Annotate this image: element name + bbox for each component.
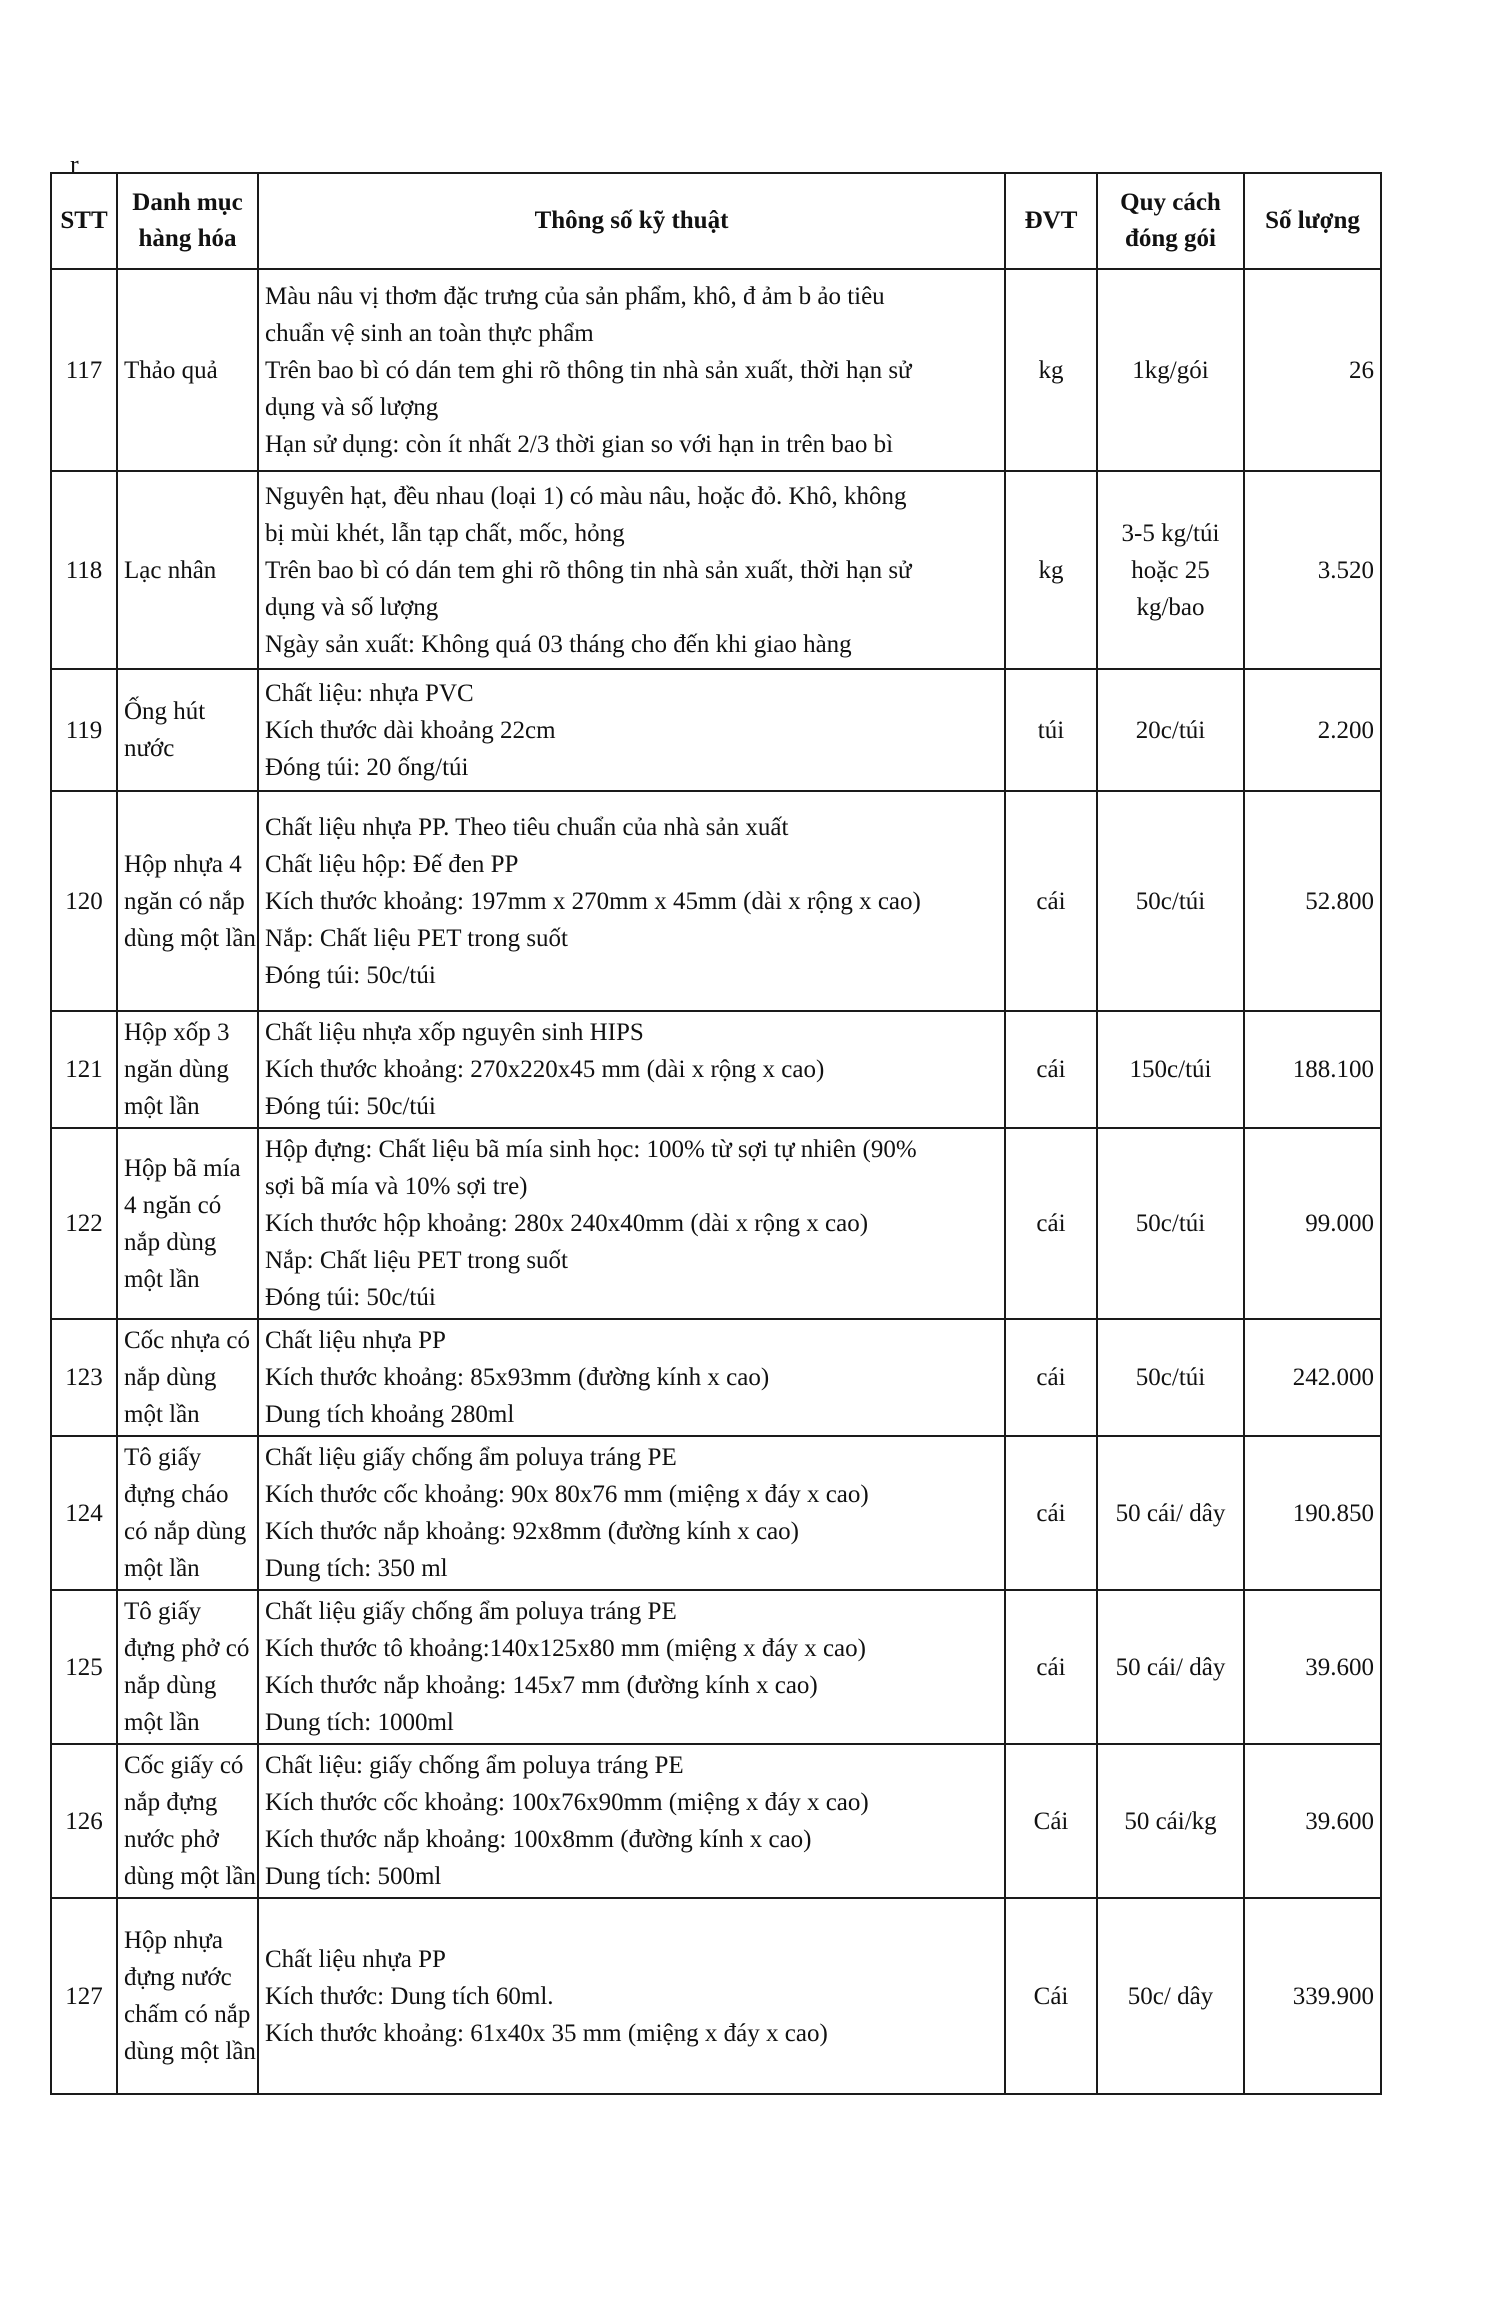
- spec-line: Kích thước cốc khoảng: 90x 80x76 mm (miệng x đáy x cao): [265, 1481, 869, 1508]
- packing-line: 3-5 kg/túi: [1121, 519, 1220, 547]
- spec-line: Kích thước khoảng: 61x40x 35 mm (miệng x đáy x cao): [265, 2019, 828, 2047]
- spec-line: Dung tích khoảng 280ml: [265, 1401, 515, 1428]
- spec-line: Nắp: Chất liệu PET trong suốt: [265, 924, 568, 952]
- cell-stt: 123: [51, 1319, 117, 1436]
- item-name-line: Ống hút: [124, 698, 206, 725]
- cell-specification: [258, 1319, 1005, 1436]
- cell-packing: [1097, 1436, 1244, 1590]
- cell-item-name: [117, 669, 258, 791]
- item-name-line: Cốc giấy có: [124, 1752, 244, 1779]
- table-row: [51, 1898, 1381, 2094]
- spec-line: Đóng túi: 50c/túi: [265, 1093, 436, 1120]
- cell-packing: [1097, 1319, 1244, 1436]
- cell-unit: kg: [1005, 269, 1097, 471]
- cell-item-name: [117, 1011, 258, 1128]
- table-row: [51, 1436, 1381, 1590]
- item-name-line: Hộp bã mía: [124, 1154, 241, 1182]
- item-name-line: Tô giấy: [124, 1444, 202, 1471]
- cell-stt: 121: [51, 1011, 117, 1128]
- cell-packing: [1097, 269, 1244, 471]
- cell-quantity: 26: [1244, 269, 1381, 471]
- item-name-line: ngăn có nắp: [124, 887, 245, 915]
- cell-packing: [1097, 1128, 1244, 1319]
- packing-line: 50c/túi: [1135, 887, 1206, 915]
- cell-unit: túi: [1005, 669, 1097, 791]
- spec-line: Chất liệu nhựa PP: [265, 1945, 446, 1973]
- spec-line: Kích thước dài khoảng 22cm: [265, 716, 556, 744]
- spec-line: dụng và số lượng: [265, 593, 439, 621]
- item-name-line: dùng một lần: [124, 924, 256, 952]
- cell-item-name: [117, 1898, 258, 2094]
- cell-quantity: 188.100: [1244, 1011, 1381, 1128]
- header-stt: STT: [51, 173, 117, 269]
- item-name-line: một lần: [124, 1555, 200, 1582]
- packing-line: hoặc 25: [1131, 556, 1210, 584]
- cell-specification: [258, 269, 1005, 471]
- cell-quantity: 39.600: [1244, 1744, 1381, 1898]
- header-specification: Thông số kỹ thuật: [258, 173, 1005, 269]
- cell-stt: 126: [51, 1744, 117, 1898]
- cell-unit: cái: [1005, 1011, 1097, 1128]
- cell-specification: [258, 669, 1005, 791]
- spec-line: Hạn sử dụng: còn ít nhất 2/3 thời gian so với hạn in trên bao bì: [265, 430, 894, 458]
- spec-line: Kích thước: Dung tích 60ml.: [265, 1982, 554, 2010]
- table-row: [51, 1319, 1381, 1436]
- spec-line: Chất liệu: giấy chống ẩm poluya tráng PE: [265, 1752, 684, 1779]
- spec-line: Chất liệu nhựa PP. Theo tiêu chuẩn của nhà sản xuất: [265, 813, 789, 841]
- spec-line: Trên bao bì có dán tem ghi rõ thông tin nhà sản xuất, thời hạn sử: [265, 356, 912, 384]
- spec-line: Ngày sản xuất: Không quá 03 tháng cho đến khi giao hàng: [265, 630, 852, 658]
- cell-unit: kg: [1005, 471, 1097, 669]
- cell-unit: cái: [1005, 1319, 1097, 1436]
- table-row: [51, 269, 1381, 471]
- cell-stt: 124: [51, 1436, 117, 1590]
- spec-line: Chất liệu nhựa xốp nguyên sinh HIPS: [265, 1019, 644, 1046]
- spec-line: Kích thước khoảng: 197mm x 270mm x 45mm (dài x rộng x cao): [265, 887, 921, 915]
- spec-line: Chất liệu hộp: Đế đen PP: [265, 850, 519, 878]
- spec-line: Chất liệu giấy chống ẩm poluya tráng PE: [265, 1444, 677, 1471]
- item-name-line: Tô giấy: [124, 1598, 202, 1625]
- cell-item-name: [117, 1319, 258, 1436]
- item-name-line: một lần: [124, 1401, 200, 1428]
- table-body: [51, 269, 1381, 2094]
- cell-unit: cái: [1005, 791, 1097, 1011]
- packing-line: kg/bao: [1136, 593, 1205, 621]
- spec-line: Dung tích: 1000ml: [265, 1709, 454, 1736]
- spec-line: Kích thước nắp khoảng: 145x7 mm (đường kính x cao): [265, 1672, 818, 1699]
- item-name-line: Hộp nhựa 4: [124, 850, 242, 878]
- spec-line: Dung tích: 500ml: [265, 1863, 442, 1890]
- spec-line: Hộp đựng: Chất liệu bã mía sinh học: 100% từ sợi tự nhiên (90%: [265, 1136, 917, 1163]
- cell-stt: 119: [51, 669, 117, 791]
- cell-packing: [1097, 791, 1244, 1011]
- cell-unit: cái: [1005, 1436, 1097, 1590]
- item-name-line: Hộp nhựa: [124, 1927, 223, 1954]
- spec-line: Kích thước nắp khoảng: 100x8mm (đường kính x cao): [265, 1826, 812, 1853]
- item-name-line: Thảo quả: [124, 356, 218, 384]
- item-name-line: một lần: [124, 1709, 200, 1736]
- cell-item-name: [117, 1436, 258, 1590]
- margin-mark: r: [70, 150, 79, 179]
- cell-quantity: 52.800: [1244, 791, 1381, 1011]
- item-name-line: nắp dùng: [124, 1228, 217, 1256]
- item-name-line: nắp đựng: [124, 1789, 218, 1816]
- cell-quantity: 339.900: [1244, 1898, 1381, 2094]
- cell-quantity: 190.850: [1244, 1436, 1381, 1590]
- cell-stt: 125: [51, 1590, 117, 1744]
- cell-quantity: 2.200: [1244, 669, 1381, 791]
- spec-line: sợi bã mía và 10% sợi tre): [265, 1173, 528, 1200]
- table-row: [51, 669, 1381, 791]
- packing-line: 50c/ dây: [1127, 1982, 1214, 2010]
- header-unit: ĐVT: [1005, 173, 1097, 269]
- header-item-name: Danh mục hàng hóa: [117, 173, 258, 269]
- cell-unit: cái: [1005, 1128, 1097, 1319]
- packing-line: 50 cái/ dây: [1115, 1499, 1226, 1527]
- spec-line: Kích thước nắp khoảng: 92x8mm (đường kính x cao): [265, 1518, 799, 1545]
- item-name-line: nước phở: [124, 1826, 219, 1853]
- cell-specification: [258, 1590, 1005, 1744]
- table-row: [51, 791, 1381, 1011]
- item-name-line: đựng nước: [124, 1964, 232, 1991]
- spec-line: bị mùi khét, lẫn tạp chất, mốc, hỏng: [265, 519, 625, 547]
- cell-specification: [258, 1011, 1005, 1128]
- item-name-line: ngăn dùng: [124, 1056, 229, 1083]
- item-name-line: một lần: [124, 1265, 200, 1293]
- spec-line: Dung tích: 350 ml: [265, 1555, 448, 1582]
- packing-line: 1kg/gói: [1132, 356, 1209, 384]
- cell-specification: [258, 1128, 1005, 1319]
- spec-line: chuẩn vệ sinh an toàn thực phẩm: [265, 319, 594, 347]
- cell-stt: 122: [51, 1128, 117, 1319]
- cell-item-name: [117, 1590, 258, 1744]
- table-row: [51, 1744, 1381, 1898]
- cell-unit: cái: [1005, 1590, 1097, 1744]
- item-name-line: đựng cháo: [124, 1481, 229, 1508]
- spec-line: Nguyên hạt, đều nhau (loại 1) có màu nâu, hoặc đỏ. Khô, không: [265, 482, 907, 510]
- spec-line: Nắp: Chất liệu PET trong suốt: [265, 1247, 568, 1274]
- cell-item-name: [117, 1128, 258, 1319]
- cell-stt: 127: [51, 1898, 117, 2094]
- cell-specification: [258, 471, 1005, 669]
- item-name-line: nắp dùng: [124, 1672, 217, 1699]
- table-row: [51, 471, 1381, 669]
- item-name-line: một lần: [124, 1093, 200, 1120]
- cell-stt: 118: [51, 471, 117, 669]
- header-packing: Quy cách đóng gói: [1097, 173, 1244, 269]
- item-name-line: đựng phở có: [124, 1635, 250, 1662]
- item-name-line: Hộp xốp 3: [124, 1019, 230, 1046]
- cell-packing: [1097, 1744, 1244, 1898]
- spec-line: Kích thước khoảng: 85x93mm (đường kính x cao): [265, 1364, 770, 1391]
- goods-table: [50, 172, 1382, 2095]
- spec-line: Đóng túi: 20 ống/túi: [265, 753, 469, 781]
- packing-line: 50c/túi: [1135, 1210, 1206, 1237]
- cell-stt: 120: [51, 791, 117, 1011]
- spec-line: Trên bao bì có dán tem ghi rõ thông tin nhà sản xuất, thời hạn sử: [265, 556, 912, 584]
- spec-line: Chất liệu nhựa PP: [265, 1327, 446, 1354]
- cell-specification: [258, 1436, 1005, 1590]
- table-row: [51, 1128, 1381, 1319]
- item-name-line: Lạc nhân: [124, 556, 217, 584]
- packing-line: 20c/túi: [1135, 716, 1206, 744]
- spec-line: Đóng túi: 50c/túi: [265, 1284, 436, 1311]
- spec-line: Chất liệu: nhựa PVC: [265, 679, 474, 707]
- cell-quantity: 39.600: [1244, 1590, 1381, 1744]
- cell-unit: Cái: [1005, 1898, 1097, 2094]
- cell-specification: [258, 1744, 1005, 1898]
- item-name-line: nắp dùng: [124, 1364, 217, 1391]
- spec-line: Màu nâu vị thơm đặc trưng của sản phẩm, khô, đ ảm b ảo tiêu: [265, 282, 885, 310]
- cell-item-name: [117, 269, 258, 471]
- spec-line: Kích thước tô khoảng:140x125x80 mm (miệng x đáy x cao): [265, 1635, 866, 1662]
- packing-line: 50c/túi: [1135, 1364, 1206, 1391]
- cell-quantity: 99.000: [1244, 1128, 1381, 1319]
- spec-line: dụng và số lượng: [265, 393, 439, 421]
- table-row: [51, 1590, 1381, 1744]
- cell-unit: Cái: [1005, 1744, 1097, 1898]
- cell-packing: [1097, 669, 1244, 791]
- table-row: [51, 1011, 1381, 1128]
- packing-line: 150c/túi: [1129, 1056, 1212, 1083]
- item-name-line: có nắp dùng: [124, 1518, 247, 1545]
- item-name-line: Cốc nhựa có: [124, 1327, 251, 1354]
- cell-specification: [258, 1898, 1005, 2094]
- spec-line: Kích thước hộp khoảng: 280x 240x40mm (dài x rộng x cao): [265, 1210, 869, 1237]
- cell-item-name: [117, 791, 258, 1011]
- cell-quantity: 3.520: [1244, 471, 1381, 669]
- item-name-line: 4 ngăn có: [124, 1191, 222, 1219]
- cell-item-name: [117, 471, 258, 669]
- spec-line: Kích thước khoảng: 270x220x45 mm (dài x rộng x cao): [265, 1056, 825, 1083]
- cell-packing: [1097, 1898, 1244, 2094]
- spec-line: Đóng túi: 50c/túi: [265, 961, 436, 989]
- spec-line: Kích thước cốc khoảng: 100x76x90mm (miệng x đáy x cao): [265, 1789, 869, 1816]
- packing-line: 50 cái/ dây: [1115, 1653, 1226, 1681]
- item-name-line: dùng một lần: [124, 1863, 256, 1890]
- cell-item-name: [117, 1744, 258, 1898]
- cell-quantity: 242.000: [1244, 1319, 1381, 1436]
- item-name-line: nước: [124, 735, 175, 762]
- cell-packing: [1097, 1011, 1244, 1128]
- cell-packing: [1097, 1590, 1244, 1744]
- cell-specification: [258, 791, 1005, 1011]
- item-name-line: dùng một lần: [124, 2038, 256, 2065]
- table-header-row: [51, 173, 1381, 269]
- cell-packing: [1097, 471, 1244, 669]
- packing-line: 50 cái/kg: [1124, 1807, 1217, 1835]
- header-quantity: Số lượng: [1244, 173, 1381, 269]
- spec-line: Chất liệu giấy chống ẩm poluya tráng PE: [265, 1598, 677, 1625]
- cell-stt: 117: [51, 269, 117, 471]
- item-name-line: chấm có nắp: [124, 2001, 251, 2028]
